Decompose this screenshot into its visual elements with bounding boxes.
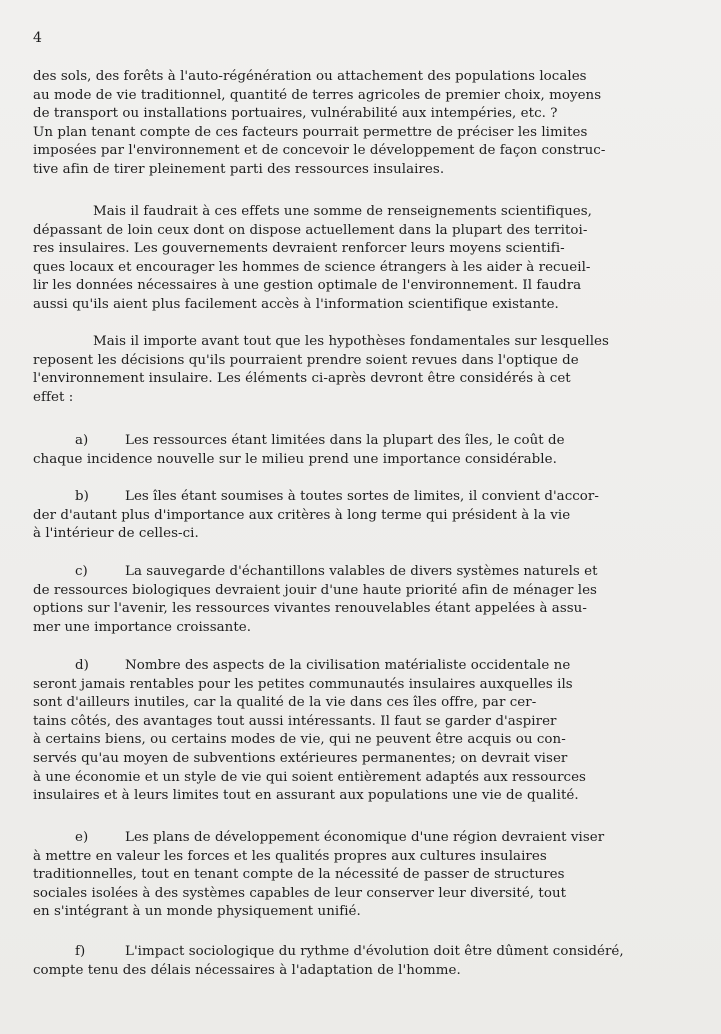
text-line: servés qu'au moyen de subventions extérieures permanentes; on devrait viser bbox=[33, 750, 568, 766]
text-line: à mettre en valeur les forces et les qualités propres aux cultures insulaires bbox=[33, 848, 547, 864]
text-line: sociales isolées à des systèmes capables de leur conserver leur diversité, tout bbox=[33, 885, 567, 901]
text-line: à certains biens, ou certains modes de vie, qui ne peuvent être acquis ou con- bbox=[33, 732, 566, 748]
text-line: effet : bbox=[33, 389, 74, 405]
text-line: des sols, des forêts à l'auto-régénération ou attachement des populations locales bbox=[33, 69, 587, 84]
text-line: ques locaux et encourager les hommes de science étrangers à les aider à recueil- bbox=[33, 259, 591, 275]
list-item-label: b) bbox=[75, 489, 89, 504]
text-line: L'impact sociologique du rythme d'évolution doit être dûment considéré, bbox=[125, 944, 624, 959]
list-item-e bbox=[33, 829, 688, 922]
text-line: en s'intégrant à un monde physiquement unifié. bbox=[33, 904, 361, 920]
text-line: mer une importance croissante. bbox=[33, 619, 252, 635]
list-item-c bbox=[33, 563, 688, 637]
text-line: der d'autant plus d'importance aux critères à long terme qui président à la vie bbox=[33, 507, 571, 523]
text-line: reposent les décisions qu'ils pourraient prendre soient revues dans l'optique de bbox=[33, 352, 579, 368]
list-item-label: a) bbox=[75, 433, 89, 448]
list-item-first-line bbox=[33, 563, 688, 582]
text-line: traditionnelles, tout en tenant compte de la nécessité de passer de structures bbox=[33, 867, 565, 883]
text-line: Les îles étant soumises à toutes sortes de limites, il convient d'accor- bbox=[125, 489, 599, 504]
text-line: de ressources biologiques devraient jouir d'une haute priorité afin de ménager les bbox=[33, 582, 597, 598]
text-line: Les ressources étant limitées dans la plupart des îles, le coût de bbox=[125, 433, 565, 448]
list-item-first-line bbox=[33, 432, 688, 451]
text-line: Un plan tenant compte de ces facteurs pourrait permettre de préciser les limites bbox=[33, 124, 588, 140]
text-line: à l'intérieur de celles-ci. bbox=[33, 526, 199, 542]
text-line: La sauvegarde d'échantillons valables de divers systèmes naturels et bbox=[125, 564, 598, 579]
text-line: Les plans de développement économique d'une région devraient viser bbox=[125, 830, 605, 845]
list-item-label: d) bbox=[75, 658, 89, 673]
text-line: sont d'ailleurs inutiles, car la qualité de la vie dans ces îles offre, par cer- bbox=[33, 695, 537, 711]
list-item-a bbox=[33, 432, 688, 469]
page-number: 4 bbox=[33, 30, 42, 46]
list-item-b bbox=[33, 488, 688, 544]
text-line: tive afin de tirer pleinement parti des ressources insulaires. bbox=[33, 161, 445, 177]
list-item-label: f) bbox=[75, 944, 86, 959]
text-line: l'environnement insulaire. Les éléments ci-après devront être considérés à cet bbox=[33, 371, 571, 387]
text-line: aussi qu'ils aient plus facilement accès à l'information scientifique existante. bbox=[33, 296, 559, 312]
paragraph-2 bbox=[33, 203, 688, 315]
text-line: seront jamais rentables pour les petites communautés insulaires auxquelles ils bbox=[33, 676, 573, 692]
text-line: insulaires et à leurs limites tout en assurant aux populations une vie de qualité. bbox=[33, 788, 579, 804]
text-line: Mais il importe avant tout que les hypothèses fondamentales sur lesquelles bbox=[93, 334, 609, 349]
text-line: compte tenu des délais nécessaires à l'adaptation de l'homme. bbox=[33, 962, 461, 978]
text-line: res insulaires. Les gouvernements devraient renforcer leurs moyens scientifi- bbox=[33, 241, 565, 257]
text-line: au mode de vie traditionnel, quantité de terres agricoles de premier choix, moyens bbox=[33, 87, 602, 103]
text-line: à une économie et un style de vie qui soient entièrement adaptés aux ressources bbox=[33, 769, 586, 785]
list-item-first-line bbox=[33, 488, 688, 507]
text-line: tains côtés, des avantages tout aussi intéressants. Il faut se garder d'aspirer bbox=[33, 713, 557, 729]
list-item-first-line bbox=[33, 829, 688, 848]
list-item-d bbox=[33, 657, 688, 806]
list-item-label: c) bbox=[75, 564, 88, 579]
list-item-first-line bbox=[33, 943, 688, 962]
list-item-f bbox=[33, 943, 688, 980]
paragraph-3 bbox=[33, 333, 688, 407]
list-item-first-line bbox=[33, 657, 688, 676]
text-line: de transport ou installations portuaires, vulnérabilité aux intempéries, etc. ? bbox=[33, 106, 558, 122]
text-line: Mais il faudrait à ces effets une somme de renseignements scientifiques, bbox=[93, 204, 592, 219]
text-line: lir les données nécessaires à une gestion optimale de l'environnement. Il faudra bbox=[33, 278, 582, 294]
text-line: options sur l'avenir, les ressources vivantes renouvelables étant appelées à assu- bbox=[33, 601, 587, 617]
list-item-label: e) bbox=[75, 830, 89, 845]
text-line: chaque incidence nouvelle sur le milieu prend une importance considérable. bbox=[33, 451, 557, 467]
text-line: dépassant de loin ceux dont on dispose actuellement dans la plupart des territoi- bbox=[33, 222, 588, 238]
text-line: imposées par l'environnement et de concevoir le développement de façon construc- bbox=[33, 143, 606, 159]
paragraph-1 bbox=[33, 68, 688, 180]
text-line: Nombre des aspects de la civilisation matérialiste occidentale ne bbox=[125, 658, 571, 673]
